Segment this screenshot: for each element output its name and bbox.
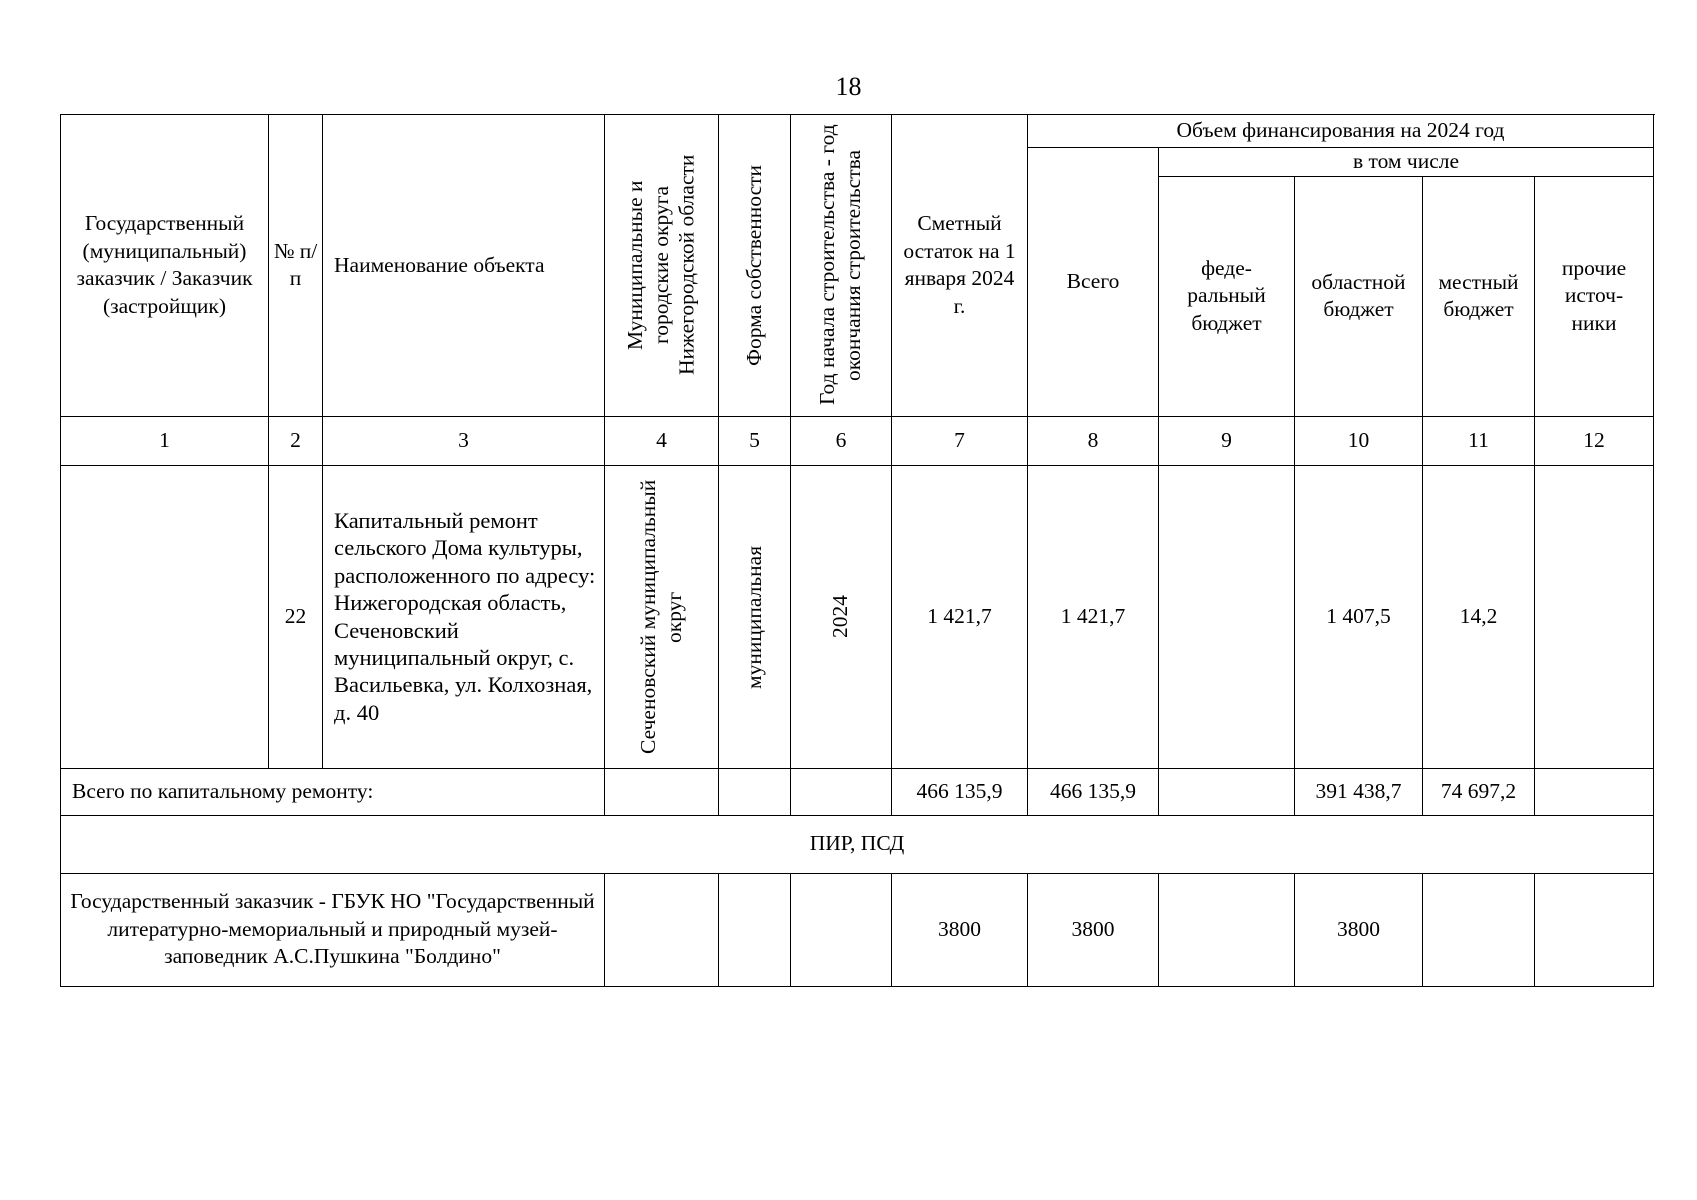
- header-federal: феде-ральный бюджет: [1159, 176, 1295, 416]
- customer-empty-cell: [605, 873, 719, 986]
- header-row-top: [61, 115, 1654, 148]
- item-estimate-balance: 1 421,7: [892, 465, 1028, 768]
- total-estimate-balance: 466 135,9: [892, 768, 1028, 815]
- item-customer: [61, 465, 269, 768]
- header-estimate-balance: Сметный остаток на 1 января 2024 г.: [892, 115, 1028, 417]
- customer-estimate-balance: 3800: [892, 873, 1028, 986]
- column-number: 6: [791, 416, 892, 465]
- item-regional: 1 407,5: [1295, 465, 1423, 768]
- item-years-cell: [791, 465, 892, 768]
- header-regional: областной бюджет: [1295, 176, 1423, 416]
- item-object-name: Капитальный ремонт сельского Дома культуры, расположенного по адресу: Нижегородская область, Сеченовский муниципальный округ, с. Васильевка, ул. Колхозная, д. 40: [323, 465, 605, 768]
- header-ownership: Форма собственности: [741, 164, 766, 366]
- header-including: в том числе: [1159, 148, 1654, 177]
- column-number: 3: [323, 416, 605, 465]
- header-local: местный бюджет: [1423, 176, 1535, 416]
- column-number: 2: [269, 416, 323, 465]
- item-total: 1 421,7: [1028, 465, 1159, 768]
- header-years-cell: [791, 115, 892, 417]
- total-regional: 391 438,7: [1295, 768, 1423, 815]
- header-customer: Государственный (муниципальный) заказчик / Заказчик (застройщик): [61, 115, 269, 417]
- header-object-name: Наименование объекта: [323, 115, 605, 417]
- header-total: Всего: [1028, 148, 1159, 417]
- header-ownership-cell: [719, 115, 791, 417]
- item-municipality: Сеченовский муниципальный округ: [635, 479, 686, 754]
- total-local: 74 697,2: [1423, 768, 1535, 815]
- item-other: [1535, 465, 1654, 768]
- item-municipality-cell: [605, 465, 719, 768]
- section-row: [61, 815, 1654, 873]
- table-row-total: [61, 768, 1654, 815]
- column-number: 5: [719, 416, 791, 465]
- customer-total: 3800: [1028, 873, 1159, 986]
- header-other: прочие источ-ники: [1535, 176, 1654, 416]
- column-number: 12: [1535, 416, 1654, 465]
- total-label: Всего по капитальному ремонту:: [61, 768, 605, 815]
- total-empty-cell: [791, 768, 892, 815]
- header-municipality-cell: [605, 115, 719, 417]
- item-local: 14,2: [1423, 465, 1535, 768]
- item-ownership-cell: [719, 465, 791, 768]
- customer-label: Государственный заказчик - ГБУК НО "Государственный литературно-мемориальный и природный музей-заповедник А.С.Пушкина "Болдино": [61, 873, 605, 986]
- customer-empty-cell: [791, 873, 892, 986]
- customer-local: [1423, 873, 1535, 986]
- table-row-item-22: [61, 465, 1654, 768]
- total-other: [1535, 768, 1654, 815]
- item-federal: [1159, 465, 1295, 768]
- customer-empty-cell: [719, 873, 791, 986]
- column-number: 11: [1423, 416, 1535, 465]
- column-number: 4: [605, 416, 719, 465]
- customer-other: [1535, 873, 1654, 986]
- header-years: Год начала строительства - год окончания строительства: [815, 124, 865, 406]
- total-empty-cell: [719, 768, 791, 815]
- item-ownership: муниципальная: [741, 544, 766, 689]
- total-federal: [1159, 768, 1295, 815]
- table-row-customer: [61, 873, 1654, 986]
- header-funding-group: Объем финансирования на 2024 год: [1028, 115, 1654, 148]
- column-number-row: [61, 416, 1654, 465]
- header-municipality: Муниципальные и городские округа Нижегородской области: [622, 155, 699, 376]
- page-number: 18: [835, 72, 862, 101]
- total-total: 466 135,9: [1028, 768, 1159, 815]
- header-number: № п/п: [269, 115, 323, 417]
- customer-federal: [1159, 873, 1295, 986]
- column-number: 9: [1159, 416, 1295, 465]
- total-empty-cell: [605, 768, 719, 815]
- column-number: 7: [892, 416, 1028, 465]
- column-number: 8: [1028, 416, 1159, 465]
- column-number: 10: [1295, 416, 1423, 465]
- item-years: 2024: [828, 595, 853, 639]
- column-number: 1: [61, 416, 269, 465]
- financing-table: [60, 114, 1654, 987]
- section-title: ПИР, ПСД: [61, 815, 1654, 873]
- item-number: 22: [269, 465, 323, 768]
- customer-regional: 3800: [1295, 873, 1423, 986]
